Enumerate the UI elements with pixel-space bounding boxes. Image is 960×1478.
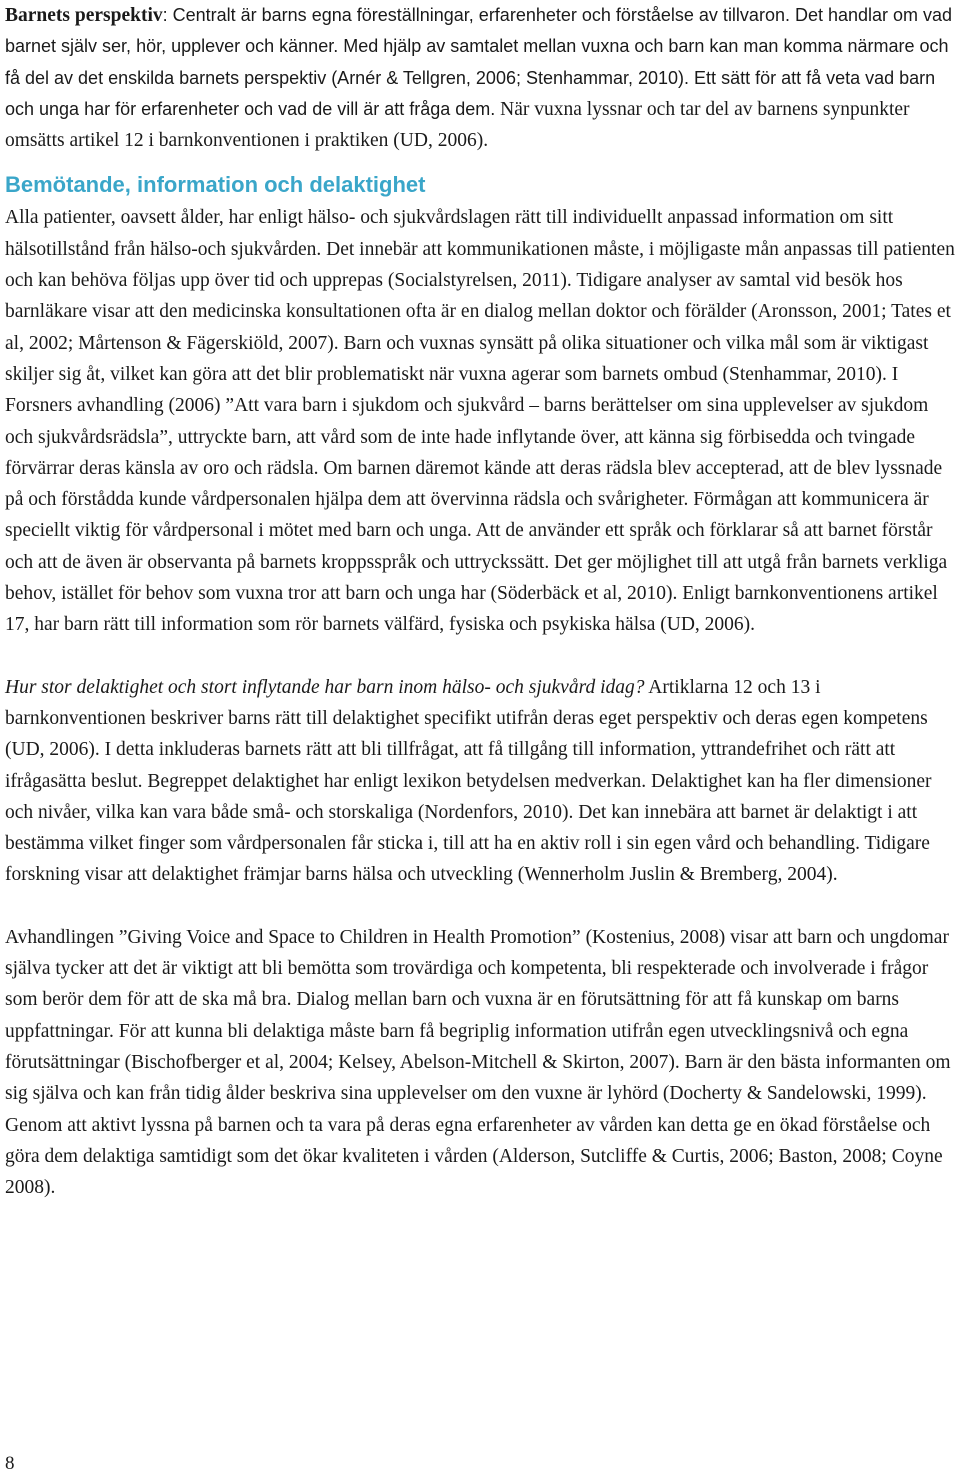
intro-text-1: : Centralt är barns egna föreställningar, erfarenheter och förståelse av tillvaron. Det handlar om vad barnet själv ser, hör, upplever och känner. Med hjälp av samtalet mellan vuxna och barn kan man komma närmare och få del av det enskilda barnets perspektiv (Arnér & Tellgren, 2006; Stenhammar, 2010). Ett sätt för att få veta vad barn och unga har för erfarenheter och vad de vill är att fråga dem. <box>5 5 953 119</box>
section-heading: Bemötande, information och delaktighet <box>5 172 426 198</box>
research-question: Hur stor delaktighet och stort inflytande har barn inom hälso- och sjukvård idag? <box>5 676 645 698</box>
intro-paragraph <box>5 0 955 156</box>
intro-text-2: När vuxna lyssnar och tar del av barnens synpunkter omsätts artikel 12 i barnkonventionen i praktiken (UD, 2006). <box>5 98 910 152</box>
body-paragraph-2-text: Artiklarna 12 och 13 i barnkonventionen beskriver barns rätt till delaktighet specifikt utifrån deras eget perspektiv och deras egen kompetens (UD, 2006). I detta inkluderas barnets rätt att bli tillfrågat, att få tillgång till information, yttrandefrihet och rätt att ifrågasätta beslut. Begreppet delaktighet har enligt lexikon betydelsen medverkan. Delaktighet kan ha fler dimensioner och nivåer, vilka kan vara både små- och storskaliga (Nordenfors, 2010). Det kan innebära att barnet är delaktigt i att bestämma vilket finger som vårdpersonalen får sticka i, till att ha en aktiv roll i sin egen vård och behandling. Tidigare forskning visar att delaktighet främjar barns hälsa och utveckling (Wennerholm Juslin & Bremberg, 2004). <box>5 676 932 886</box>
body-paragraph-3: Avhandlingen ”Giving Voice and Space to Children in Health Promotion” (Kostenius, 2008) visar att barn och ungdomar själva tycker att det är viktigt att bli bemötta som trovärdiga och kompetenta, bli respekterade och involverade i frågor som berör dem för att de ska må bra. Dialog mellan barn och vuxna är en förutsättning för att få kunskap om barns uppfattningar. För att kunna bli delaktiga måste barn få begriplig information utifrån egen utvecklingsnivå och egna förutsättningar (Bischofberger et al, 2004; Kelsey, Abelson-Mitchell & Skirton, 2007). Barn är den bästa informanten om sig själva och kan från tidig ålder beskriva sina upplevelser om den vuxne är lyhörd (Docherty & Sandelowski, 1999). Genom att aktivt lyssna på barnen och ta vara på deras egna erfarenheter av vården kan detta ge en ökad förståelse och göra dem delaktiga samtidigt som det ökar kvaliteten i vården (Alderson, Sutcliffe & Curtis, 2006; Baston, 2008; Coyne 2008). <box>5 926 951 1199</box>
page-number: 8 <box>5 1453 15 1474</box>
body-paragraph-1: Alla patienter, oavsett ålder, har enligt hälso- och sjukvårdslagen rätt till individuellt anpassad information om sitt hälsotillstånd från hälso-och sjukvården. Det innebär att kommunikationen måste, i möjligaste mån anpassas till patienten och kan behöva följas upp över tid och upprepas (Socialstyrelsen, 2011). Tidigare analyser av samtal vid besök hos barnläkare visar att den medicinska konsultationen ofta är en dialog mellan doktor och förälder (Aronsson, 2001; Tates et al, 2002; Mårtenson & Fägerskiöld, 2007). Barn och vuxnas synsätt på olika situationer och vilka mål som är viktigast skiljer sig åt, vilket kan göra att det blir problematiskt när vuxna agerar som barnets ombud (Stenhammar, 2010). I Forsners avhandling (2006) ”Att vara barn i sjukdom och sjukvård – barns berättelser om sina upplevelser av sjukdom och sjukvårdsrädsla”, uttryckte barn, att vård som de inte hade inflytande över, att känna sig förbisedda och tvingade förvärrar deras känsla av oro och rädsla. Om barnen däremot kände att deras rädsla blev accepterad, att de blev lyssnade på och förstådda kunde vårdpersonalen hjälpa dem att övervinna rädsla och svårigheter. Förmågan att kommunicera är speciellt viktig för vårdpersonal i mötet med barn och unga. Att de använder ett språk och förklarar så att barnet förstår och att de även är observanta på barnets kroppsspråk och uttryckssätt. Det ger möjlighet till att utgå från barnets verkliga behov, istället för behov som vuxna tror att barn och unga har (Söderbäck et al, 2010). Enligt barnkonventionens artikel 17, har barn rätt till information som rör barnets välfärd, fysiska och psykiska hälsa (UD, 2006). <box>5 207 955 636</box>
intro-lead: Barnets perspektiv <box>5 5 163 26</box>
body-paragraph-2 <box>5 672 955 891</box>
